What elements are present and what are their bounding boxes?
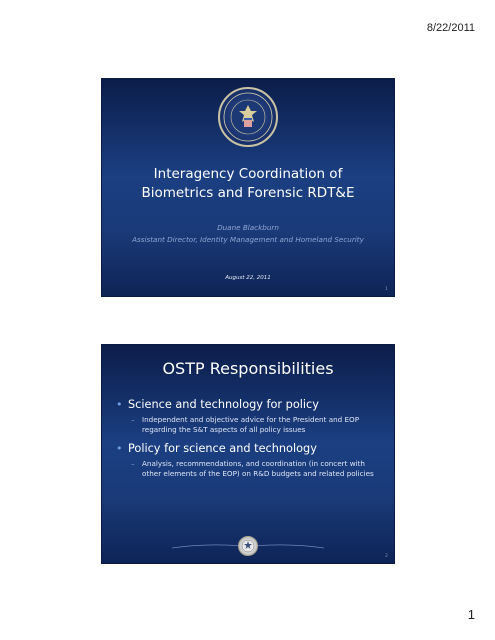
slide-1-number: 1: [385, 287, 388, 292]
header-date: 8/22/2011: [426, 22, 475, 34]
bullet-text: Science and technology for policy: [128, 398, 319, 411]
presenter-name: Duane Blackburn: [217, 223, 279, 232]
presenter-role: Assistant Director, Identity Management and Homeland Security: [132, 235, 364, 244]
slide-footer: [102, 535, 394, 563]
bullet-dot-icon: •: [116, 398, 123, 411]
swoosh-right-icon: [254, 543, 324, 549]
presidential-seal-icon: [218, 87, 278, 147]
slide-1-title-line2: Biometrics and Forensic RDT&E: [141, 185, 355, 201]
dash-icon: –: [131, 415, 135, 424]
sub-bullet-text: Independent and objective advice for the President and EOP regarding the S&T aspects of all policy issues: [142, 415, 360, 434]
presenter-block: [102, 222, 394, 246]
page-number: 1: [467, 607, 475, 622]
bullet-list: [116, 397, 384, 485]
sub-bullet-item: [116, 415, 384, 435]
sub-bullet-item: [116, 459, 384, 479]
bullet-item: [116, 397, 384, 412]
presentation-date: August 22, 2011: [225, 275, 271, 281]
sub-bullet-text: Analysis, recommendations, and coordination (in concert with other elements of the EOP) on R&D budgets and related policies: [142, 459, 374, 478]
bullet-text: Policy for science and technology: [128, 442, 317, 455]
slide-1-title-line1: Interagency Coordination of: [153, 166, 343, 182]
slide-1-title: [102, 165, 394, 203]
dash-icon: –: [131, 459, 135, 468]
slide-1: [101, 78, 395, 297]
bullet-item: [116, 441, 384, 456]
slide-2-number: 2: [385, 554, 388, 559]
slide-2: [101, 344, 395, 564]
eop-seal-icon: [238, 536, 258, 556]
bullet-dot-icon: •: [116, 442, 123, 455]
swoosh-left-icon: [172, 543, 242, 549]
slide-2-title: OSTP Responsibilities: [162, 359, 334, 378]
